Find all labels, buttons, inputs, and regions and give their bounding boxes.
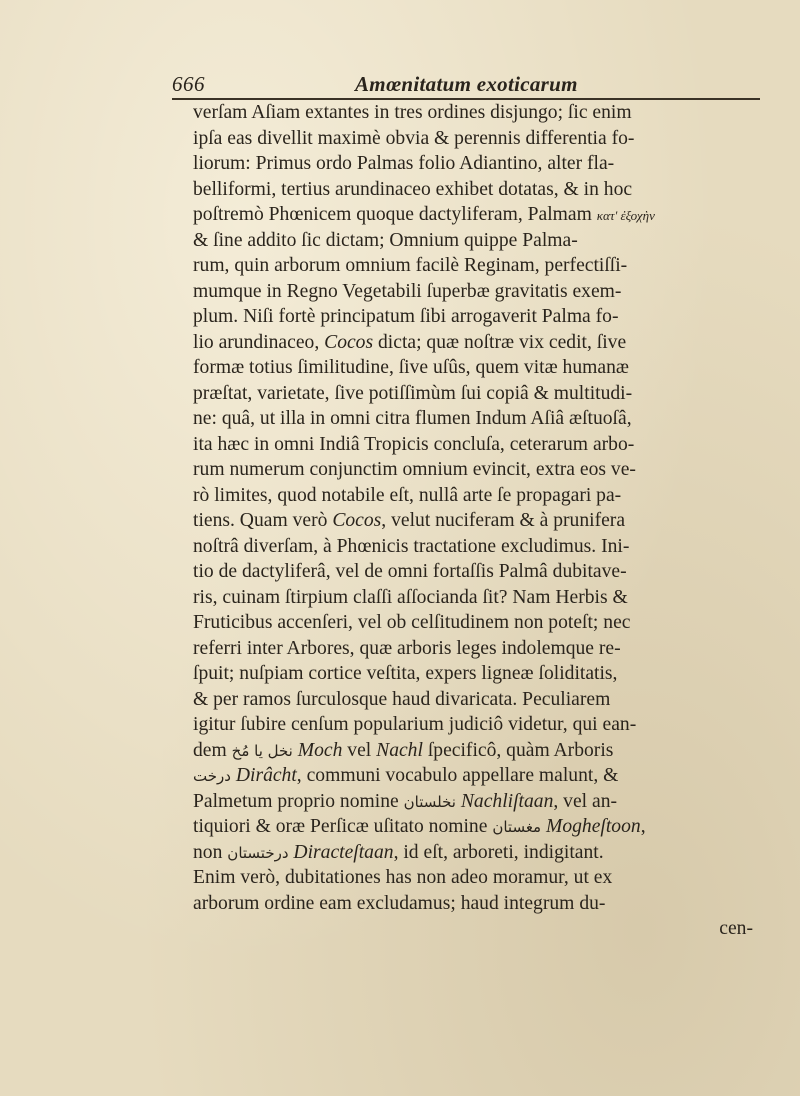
text-segment: , velut nuciferam & à prunifera — [381, 510, 626, 531]
text-line: belliformi, tertius arundinaceo exhibet dotatas, & in hoc — [193, 178, 633, 200]
italic-term: Nachl — [376, 739, 423, 761]
italic-term: Diracteſtaan — [293, 841, 394, 863]
text-line: ita hæc in omni Indiâ Tropicis concluſa, ceterarum arbo- — [193, 433, 635, 455]
text-line: arborum ordine eam excludamus; haud integrum du- — [193, 892, 606, 914]
text-line: mumque in Regno Vegetabili ſuperbæ gravitatis exem- — [193, 280, 622, 302]
text-line: Enim verò, dubitationes has non adeo moramur, ut ex — [193, 867, 613, 888]
italic-term: Cocos — [332, 510, 382, 531]
arabic-term: نخل يا مُخ — [231, 741, 293, 760]
text-line — [193, 330, 773, 356]
arabic-term: درخت — [193, 767, 231, 785]
text-line — [193, 814, 773, 840]
text-segment: lio arundinaceo, — [193, 331, 325, 353]
text-segment: non — [193, 841, 228, 863]
arabic-term: نخلستان — [403, 792, 456, 811]
text-line: liorum: Primus ordo Palmas folio Adiantino, alter fla- — [193, 153, 615, 174]
page-number: 666 — [172, 72, 205, 96]
text-line: & per ramos ſurculosque haud divaricata. Peculiarem — [193, 688, 611, 710]
text-line — [193, 763, 773, 789]
text-segment: Palmetum proprio nomine — [193, 790, 404, 812]
text-line: noſtrâ diverſam, à Phœnicis tractatione excludimus. Ini- — [193, 535, 630, 557]
text-line — [193, 738, 773, 764]
text-segment: tiens. Quam verò — [193, 510, 333, 531]
italic-term: Dirâcht — [235, 765, 297, 786]
arabic-term: مغستان — [492, 818, 542, 836]
text-line: referri inter Arbores, quæ arboris leges indolemque re- — [193, 637, 621, 659]
running-title: Amœnitatum exoticarum — [355, 72, 578, 96]
page-header — [172, 72, 762, 100]
text-line — [193, 508, 773, 534]
text-segment: poſtremò Phœnicem quoque dactyliferam, Palmam — [193, 204, 592, 225]
text-line: ſpuit; nuſpiam cortice veſtita, expers ligneæ ſoliditatis, — [193, 663, 618, 684]
italic-term: Cocos — [324, 331, 374, 353]
text-line: rum numerum conjunctim omnium evincit, extra eos ve- — [193, 459, 636, 480]
text-line: rò limites, quod notabile eſt, nullâ arte ſe propagari pa- — [193, 484, 622, 506]
text-line: igitur ſubire cenſum popularium judiciô videtur, qui ean- — [193, 714, 637, 735]
text-segment: dem — [193, 739, 232, 761]
italic-term: Mogheſtoon — [546, 816, 641, 837]
text-line — [193, 202, 773, 228]
text-segment: , — [640, 816, 646, 837]
text-line: plum. Niſi fortè principatum ſibi arrogaverit Palma fo- — [193, 306, 619, 327]
text-segment: tiquiori & oræ Perſicæ uſitato nomine — [193, 816, 493, 837]
text-segment: , id eſt, arboreti, indigitant. — [393, 841, 604, 863]
text-line: ne: quâ, ut illa in omni citra flumen Indum Aſiâ æſtuoſâ, — [193, 408, 632, 429]
arabic-term: درختستان — [227, 843, 289, 862]
italic-term: Nachliſtaan — [460, 790, 554, 812]
text-line: formæ totius ſimilitudine, ſive uſûs, quem vitæ humanæ — [193, 357, 629, 378]
text-line: verſam Aſiam extantes in tres ordines disjungo; ſic enim — [193, 102, 632, 123]
text-segment: , vel an- — [553, 790, 618, 812]
text-line: præſtat, varietate, ſive potiſſimùm ſui copiâ & multitudi- — [193, 382, 633, 404]
body-text — [193, 100, 773, 942]
text-segment: vel — [342, 739, 377, 761]
greek-phrase: κατ' ἐξοχὴν — [596, 208, 655, 223]
text-line: ris, cuinam ſtirpium claſſi aſſocianda ſit? Nam Herbis & — [193, 586, 628, 608]
text-line: ipſa eas divellit maximè obvia & perennis differentia fo- — [193, 127, 635, 149]
italic-term: Moch — [297, 739, 343, 761]
text-line: rum, quin arborum omnium facilè Reginam, perfectiſſi- — [193, 255, 628, 276]
text-segment: , communi vocabulo appellare malunt, & — [296, 765, 619, 786]
text-line: Fruticibus accenſeri, vel ob celſitudinem non poteſt; nec — [193, 612, 631, 633]
text-line — [193, 840, 773, 866]
text-segment: dicta; quæ noſtræ vix cedit, ſive — [373, 331, 627, 353]
text-line: & ſine addito ſic dictam; Omnium quippe Palma- — [193, 229, 578, 251]
text-line: tio de dactyliferâ, vel de omni fortaſſis Palmâ dubitave- — [193, 561, 627, 582]
text-line — [193, 789, 773, 815]
catchword: cen- — [719, 918, 753, 939]
text-segment: ſpecificô, quàm Arboris — [422, 739, 614, 761]
